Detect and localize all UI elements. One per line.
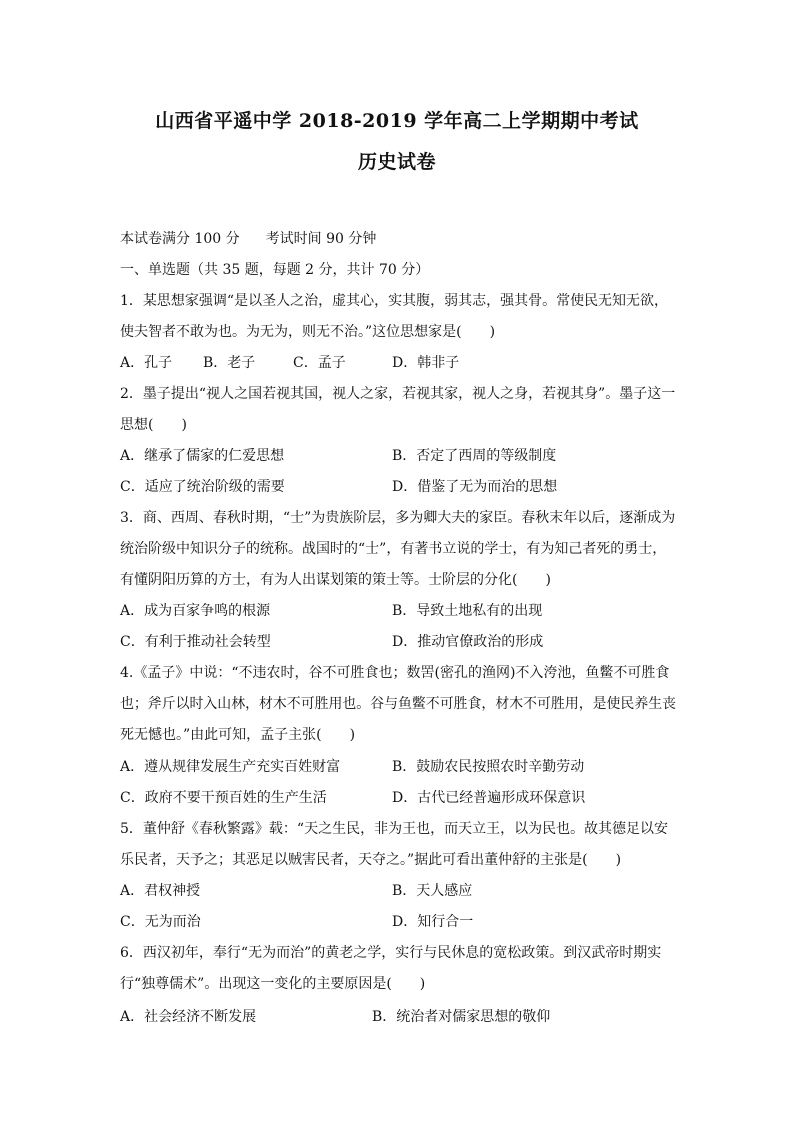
question-1-option-c: C．孟子: [293, 355, 346, 371]
exam-subtitle: 历史试卷: [357, 151, 436, 173]
question-6-option-a: A．社会经济不断发展: [120, 1009, 257, 1025]
question-6-line-2: 行“独尊儒术”。出现这一变化的主要原因是( ): [120, 976, 426, 992]
question-3-line-2: 统治阶级中知识分子的统称。战国时的“士”，有著书立说的学士，有为知己者死的勇士，: [120, 541, 667, 557]
question-2-line-1: 2．墨子提出“视人之国若视其国，视人之家，若视其家，视人之身，若视其身”。墨子这一: [120, 386, 676, 402]
exam-title: 山西省平遥中学 2018-2019 学年高二上学期期中考试: [155, 110, 639, 132]
question-2-option-d: D．借鉴了无为而治的思想: [392, 479, 558, 495]
question-5-option-a: A．君权神授: [120, 883, 201, 899]
section-heading: 一、单选题（共 35 题，每题 2 分，共计 70 分）: [120, 262, 430, 278]
question-5-option-c: C．无为而治: [120, 914, 201, 930]
question-4-option-a: A．遵从规律发展生产充实百姓财富: [120, 759, 341, 775]
question-4-line-1: 4.《孟子》中说：“不违农时，谷不可胜食也；数罟(密孔的渔网)不入洿池，鱼鳖不可胜食: [120, 665, 670, 681]
full-score-text: 本试卷满分 100 分: [120, 231, 240, 247]
question-1-line-1: 1．某思想家强调“是以圣人之治，虚其心，实其腹，弱其志，强其骨。常使民无知无欲，: [120, 293, 669, 309]
question-3-line-3: 有懂阴阳历算的方士，有为人出谋划策的策士等。士阶层的分化( ): [120, 572, 551, 588]
question-5-option-b: B．天人感应: [392, 883, 473, 899]
question-3-line-1: 3．商、西周、春秋时期，“士”为贵族阶层，多为卿大夫的家臣。春秋末年以后，逐渐成为: [120, 510, 676, 526]
question-2-line-2: 思想( ): [120, 417, 187, 433]
question-1-option-a: A．孔子: [120, 355, 173, 371]
question-1-option-d: D．韩非子: [392, 355, 460, 371]
question-4-option-b: B．鼓励农民按照农时辛勤劳动: [392, 759, 585, 775]
question-4-option-d: D．古代已经普遍形成环保意识: [392, 790, 586, 806]
question-3-option-a: A．成为百家争鸣的根源: [120, 603, 271, 619]
question-2-option-a: A．继承了儒家的仁爱思想: [120, 448, 285, 464]
question-1-option-b: B．老子: [203, 355, 256, 371]
exam-time-text: 考试时间 90 分钟: [265, 231, 377, 247]
question-6-option-b: B．统治者对儒家思想的敬仰: [372, 1009, 551, 1025]
question-2-option-b: B．否定了西周的等级制度: [392, 448, 557, 464]
question-5-line-2: 乐民者，天予之；其恶足以贼害民者，天夺之。”据此可看出董仲舒的主张是( ): [120, 852, 622, 868]
question-3-option-b: B．导致土地私有的出现: [392, 603, 543, 619]
question-3-option-c: C．有利于推动社会转型: [120, 634, 271, 650]
question-2-option-c: C．适应了统治阶级的需要: [120, 479, 285, 495]
question-5-line-1: 5．董仲舒《春秋繁露》载：“天之生民，非为王也，而天立王，以为民也。故其德足以安: [120, 821, 669, 837]
question-3-option-d: D．推动官僚政治的形成: [392, 634, 544, 650]
question-6-line-1: 6．西汉初年，奉行“无为而治”的黄老之学，实行与民休息的宽松政策。到汉武帝时期实: [120, 945, 662, 961]
question-5-option-d: D．知行合一: [392, 914, 474, 930]
question-1-line-2: 使夫智者不敢为也。为无为，则无不治。”这位思想家是( ): [120, 324, 496, 340]
question-4-line-3: 死无憾也。”由此可知，孟子主张( ): [120, 727, 356, 743]
question-4-line-2: 也；斧斤以时入山林，材木不可胜用也。谷与鱼鳖不可胜食，材木不可胜用，是使民养生丧: [120, 696, 677, 712]
question-4-option-c: C．政府不要干预百姓的生产生活: [120, 790, 327, 806]
exam-info: [120, 229, 376, 249]
